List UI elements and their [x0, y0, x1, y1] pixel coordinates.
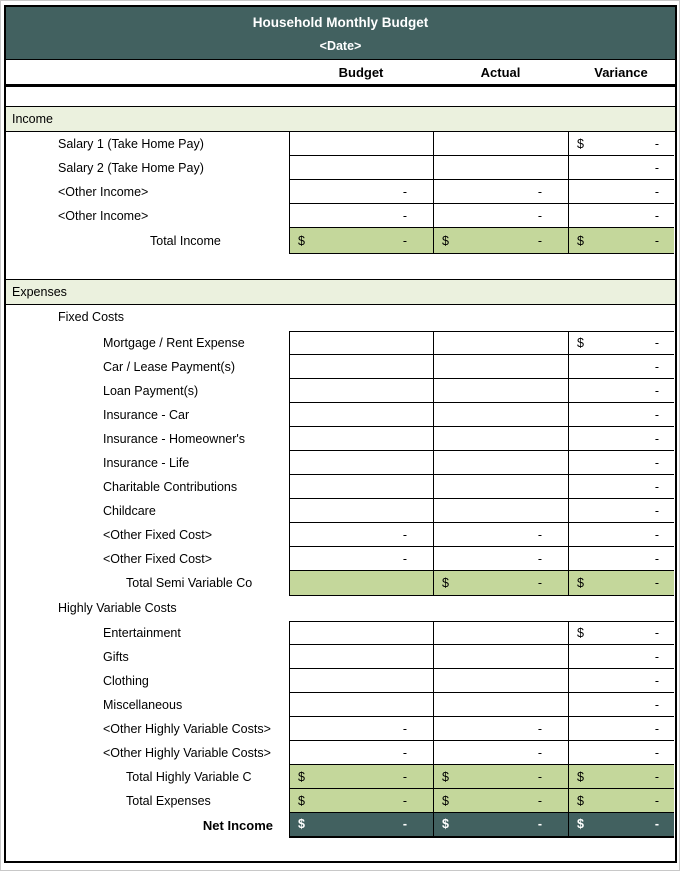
budget-cell[interactable] [289, 669, 433, 693]
row-label: Miscellaneous [103, 698, 183, 712]
cell-value: - [654, 336, 659, 350]
subsection-label: Fixed Costs [58, 310, 124, 324]
actual-cell[interactable] [433, 765, 568, 789]
row-label: Total Semi Variable Co [126, 576, 253, 590]
sheet-title: Household Monthly Budget [252, 15, 429, 30]
budget-spreadsheet [4, 5, 677, 863]
actual-cell[interactable] [433, 813, 568, 838]
section-header-income [6, 106, 675, 132]
cell-value: - [654, 455, 659, 470]
variance-cell[interactable] [568, 523, 674, 547]
cell-value: - [654, 673, 659, 688]
variance-cell[interactable] [568, 765, 674, 789]
variance-cell[interactable] [568, 789, 674, 813]
row-label: Entertainment [103, 626, 181, 640]
budget-cell[interactable] [289, 355, 433, 379]
cell-value: - [537, 769, 542, 784]
cell-value: - [537, 551, 542, 566]
cell-value: - [537, 793, 542, 808]
cell-value: - [654, 160, 659, 175]
variance-cell[interactable] [568, 204, 674, 228]
row-label[interactable]: <Other Highly Variable Costs> [103, 722, 271, 736]
table-row-other-fixed-2 [6, 547, 675, 571]
cell-value: - [537, 527, 542, 542]
currency-symbol: $ [442, 817, 449, 831]
cell-value: - [654, 407, 659, 422]
table-row-total-income [6, 228, 675, 254]
actual-cell[interactable] [433, 789, 568, 813]
row-label: Salary 1 (Take Home Pay) [58, 137, 204, 151]
cell-value: - [654, 769, 659, 784]
cell-value: - [654, 626, 659, 640]
row-label: Car / Lease Payment(s) [103, 360, 235, 374]
section-header-expenses [6, 279, 675, 305]
currency-symbol: $ [577, 817, 584, 831]
row-label: Gifts [103, 650, 129, 664]
budget-cell[interactable] [289, 621, 433, 645]
cell-value: - [537, 184, 542, 199]
table-row-other-highly-variable-2 [6, 741, 675, 765]
section-label: Expenses [12, 285, 67, 299]
column-header-spacer [6, 60, 289, 84]
table-row-other-income-2 [6, 204, 675, 228]
cell-value: - [654, 359, 659, 374]
budget-cell[interactable] [289, 717, 433, 741]
budget-cell[interactable] [289, 475, 433, 499]
row-label: Childcare [103, 504, 156, 518]
actual-cell[interactable] [433, 331, 568, 355]
variance-cell[interactable] [568, 403, 674, 427]
table-row-other-highly-variable-1 [6, 717, 675, 741]
cell-value: - [654, 721, 659, 736]
budget-cell[interactable] [289, 132, 433, 156]
budget-cell[interactable] [289, 741, 433, 765]
cell-value: - [654, 184, 659, 199]
table-row-total-expenses [6, 789, 675, 813]
cell-value: - [654, 793, 659, 808]
actual-cell[interactable] [433, 547, 568, 571]
actual-cell[interactable] [433, 427, 568, 451]
empty-row [6, 87, 675, 106]
currency-symbol: $ [442, 793, 449, 808]
budget-cell[interactable] [289, 571, 433, 596]
budget-cell[interactable] [289, 427, 433, 451]
variance-cell[interactable] [568, 427, 674, 451]
row-label[interactable]: <Other Fixed Cost> [103, 528, 213, 542]
variance-cell[interactable] [568, 475, 674, 499]
variance-cell[interactable] [568, 693, 674, 717]
row-label: Total Expenses [126, 794, 211, 808]
row-label: Salary 2 (Take Home Pay) [58, 161, 204, 175]
currency-symbol: $ [577, 626, 584, 640]
cell-value: - [402, 769, 407, 784]
table-row-entertainment [6, 621, 675, 645]
variance-cell[interactable] [568, 379, 674, 403]
cell-value: - [537, 817, 542, 831]
variance-cell[interactable] [568, 180, 674, 204]
actual-cell[interactable] [433, 228, 568, 254]
actual-cell[interactable] [433, 645, 568, 669]
currency-symbol: $ [298, 233, 305, 248]
actual-cell[interactable] [433, 132, 568, 156]
table-row-total-highly-variable [6, 765, 675, 789]
currency-symbol: $ [442, 769, 449, 784]
budget-cell[interactable] [289, 765, 433, 789]
budget-cell[interactable] [289, 204, 433, 228]
budget-cell[interactable] [289, 379, 433, 403]
budget-cell[interactable] [289, 547, 433, 571]
cell-value: - [402, 527, 407, 542]
cell-value: - [402, 745, 407, 760]
budget-cell[interactable] [289, 789, 433, 813]
subsection-fixed-costs [6, 305, 675, 331]
variance-cell[interactable] [568, 621, 674, 645]
budget-cell[interactable] [289, 180, 433, 204]
variance-cell[interactable] [568, 645, 674, 669]
table-row-salary-1 [6, 132, 675, 156]
budget-cell[interactable] [289, 523, 433, 547]
variance-cell[interactable] [568, 717, 674, 741]
cell-value: - [654, 575, 659, 590]
actual-cell[interactable] [433, 156, 568, 180]
cell-value: - [402, 721, 407, 736]
currency-symbol: $ [442, 575, 449, 590]
cell-value: - [402, 817, 407, 831]
cell-value: - [654, 817, 659, 831]
budget-cell[interactable] [289, 403, 433, 427]
variance-cell[interactable] [568, 741, 674, 765]
cell-value: - [654, 383, 659, 398]
currency-symbol: $ [298, 793, 305, 808]
cell-value: - [402, 551, 407, 566]
cell-value: - [654, 527, 659, 542]
cell-value: - [537, 721, 542, 736]
cell-value: - [402, 793, 407, 808]
actual-cell[interactable] [433, 403, 568, 427]
table-row-gifts [6, 645, 675, 669]
table-row-total-semi-variable [6, 571, 675, 596]
variance-cell[interactable] [568, 499, 674, 523]
variance-cell[interactable] [568, 547, 674, 571]
table-row-mortgage [6, 331, 675, 355]
section-label: Income [12, 112, 53, 126]
row-label: Insurance - Car [103, 408, 190, 422]
cell-value: - [402, 208, 407, 223]
row-label[interactable]: <Other Highly Variable Costs> [103, 746, 271, 760]
currency-symbol: $ [577, 769, 584, 784]
actual-cell[interactable] [433, 571, 568, 596]
cell-value: - [654, 136, 659, 151]
currency-symbol: $ [577, 793, 584, 808]
table-row-insurance-car [6, 403, 675, 427]
row-label[interactable]: <Other Fixed Cost> [103, 552, 213, 566]
cell-value: - [537, 208, 542, 223]
budget-cell[interactable] [289, 331, 433, 355]
cell-value: - [537, 575, 542, 590]
table-row-insurance-homeowners [6, 427, 675, 451]
variance-cell[interactable] [568, 132, 674, 156]
budget-cell[interactable] [289, 499, 433, 523]
subsection-highly-variable-costs [6, 596, 675, 621]
table-row-other-fixed-1 [6, 523, 675, 547]
table-row-loan-payments [6, 379, 675, 403]
budget-cell[interactable] [289, 693, 433, 717]
actual-cell[interactable] [433, 180, 568, 204]
variance-cell[interactable] [568, 813, 674, 838]
table-row-car-lease [6, 355, 675, 379]
cell-value: - [654, 697, 659, 712]
actual-cell[interactable] [433, 475, 568, 499]
table-row-clothing [6, 669, 675, 693]
cell-value: - [654, 479, 659, 494]
row-label: Insurance - Homeowner's [103, 432, 246, 446]
row-label: Charitable Contributions [103, 480, 238, 494]
cell-value: - [654, 551, 659, 566]
empty-sheet-area [6, 838, 675, 861]
cell-value: - [654, 431, 659, 446]
row-label[interactable]: <Other Income> [58, 209, 149, 223]
actual-cell[interactable] [433, 741, 568, 765]
actual-cell[interactable] [433, 693, 568, 717]
column-header-budget: Budget [338, 64, 384, 80]
cell-value: - [402, 184, 407, 199]
row-label: Loan Payment(s) [103, 384, 199, 398]
row-label: Insurance - Life [103, 456, 190, 470]
budget-cell[interactable] [289, 645, 433, 669]
variance-cell[interactable] [568, 355, 674, 379]
column-header-actual: Actual [480, 64, 521, 80]
cell-value: - [537, 745, 542, 760]
budget-cell[interactable] [289, 156, 433, 180]
actual-cell[interactable] [433, 355, 568, 379]
currency-symbol: $ [298, 817, 305, 831]
actual-cell[interactable] [433, 717, 568, 741]
sheet-title-block [6, 7, 675, 60]
actual-cell[interactable] [433, 523, 568, 547]
table-row-insurance-life [6, 451, 675, 475]
variance-cell[interactable] [568, 156, 674, 180]
column-header-row [6, 60, 675, 87]
row-label: Net Income [202, 818, 273, 833]
cell-value: - [654, 649, 659, 664]
currency-symbol: $ [442, 233, 449, 248]
currency-symbol: $ [298, 769, 305, 784]
cell-value: - [654, 233, 659, 248]
cell-value: - [654, 745, 659, 760]
variance-cell[interactable] [568, 669, 674, 693]
cell-value: - [402, 233, 407, 248]
column-header-variance: Variance [594, 64, 648, 80]
table-row-charitable [6, 475, 675, 499]
variance-cell[interactable] [568, 451, 674, 475]
actual-cell[interactable] [433, 499, 568, 523]
currency-symbol: $ [577, 233, 584, 248]
variance-cell[interactable] [568, 571, 674, 596]
actual-cell[interactable] [433, 669, 568, 693]
table-row-salary-2 [6, 156, 675, 180]
row-label: Total Income [150, 234, 221, 248]
actual-cell[interactable] [433, 379, 568, 403]
row-label: Total Highly Variable C [126, 770, 252, 784]
budget-cell[interactable] [289, 451, 433, 475]
cell-value: - [654, 503, 659, 518]
row-label: Clothing [103, 674, 149, 688]
variance-cell[interactable] [568, 228, 674, 254]
budget-cell[interactable] [289, 228, 433, 254]
row-label: Mortgage / Rent Expense [103, 336, 245, 350]
row-label[interactable]: <Other Income> [58, 185, 149, 199]
variance-cell[interactable] [568, 331, 674, 355]
actual-cell[interactable] [433, 451, 568, 475]
currency-symbol: $ [577, 136, 584, 151]
table-row-other-income-1 [6, 180, 675, 204]
table-row-childcare [6, 499, 675, 523]
currency-symbol: $ [577, 336, 584, 350]
date-placeholder-cell[interactable]: <Date> [319, 39, 362, 53]
table-row-miscellaneous [6, 693, 675, 717]
cell-value: - [537, 233, 542, 248]
table-row-net-income [6, 813, 675, 838]
currency-symbol: $ [577, 575, 584, 590]
budget-cell[interactable] [289, 813, 433, 838]
actual-cell[interactable] [433, 621, 568, 645]
subsection-label: Highly Variable Costs [58, 601, 177, 615]
cell-value: - [654, 208, 659, 223]
actual-cell[interactable] [433, 204, 568, 228]
empty-row [6, 254, 675, 279]
